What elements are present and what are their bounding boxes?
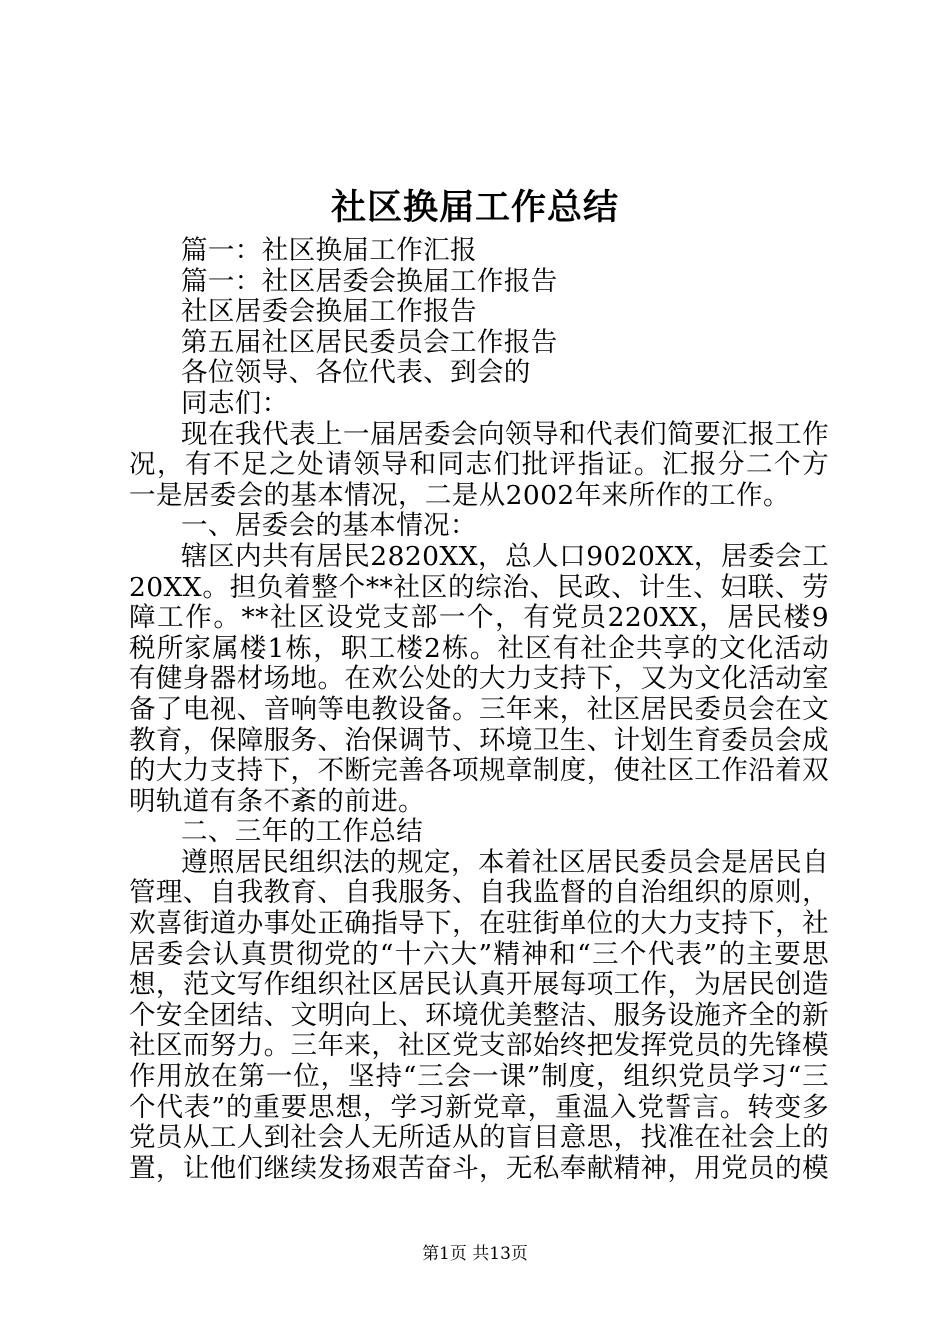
text-line: 现在我代表上一届居委会向领导和代表们简要汇报工作 [181, 419, 829, 450]
document-body [129, 236, 829, 1184]
text-line: 有健身器材场地。在欢公处的大力支持下，又为文化活动室 [129, 664, 829, 695]
text-line: 个代表”的重要思想，学习新党章，重温入党誓言。转变多 [129, 1092, 829, 1123]
text-line: 第五届社区居民委员会工作报告 [181, 326, 558, 358]
text-line: 社区而努力。三年来，社区党支部始终把发挥党员的先锋模 [129, 1031, 829, 1062]
text-line: 二、三年的工作总结 [181, 816, 424, 848]
text-line: 个安全团结、文明向上、环境优美整洁、服务设施齐全的新 [129, 1000, 829, 1031]
text-line: 篇一：社区换届工作汇报 [181, 235, 477, 266]
text-line: 备了电视、音响等电教设备。三年来，社区居民委员会在文 [129, 694, 829, 725]
document-title: 社区换届工作总结 [330, 187, 619, 228]
text-line: 欢喜街道办事处正确指导下，在驻街单位的大力支持下，社 [129, 909, 829, 940]
text-line: 教育，保障服务、治保调节、环境卫生、计划生育委员会成 [129, 725, 829, 756]
text-line: 篇一：社区居委会换届工作报告 [181, 265, 558, 297]
text-line: 作用放在第一位，坚持“三会一课”制度，组织党员学习“三 [129, 1062, 829, 1093]
text-line: 想，范文写作组织社区居民认真开展每项工作，为居民创造 [129, 970, 829, 1001]
text-line: 社区居委会换届工作报告 [181, 296, 477, 328]
text-line: 障工作。**社区设党支部一个，有党员220XX，居民楼9 [129, 603, 829, 634]
text-line: 一、居委会的基本情况： [181, 510, 477, 542]
text-line: 明轨道有条不紊的前进。 [129, 785, 425, 817]
text-line: 的大力支持下，不断完善各项规章制度，使社区工作沿着双 [129, 756, 829, 787]
text-line: 辖区内共有居民2820XX，总人口9020XX，居委会工 [181, 541, 829, 572]
text-line: 税所家属楼1栋，职工楼2栋。社区有社企共享的文化活动 [129, 633, 829, 664]
text-line: 一是居委会的基本情况，二是从2002年来所作的工作。 [129, 479, 790, 511]
page-footer: 第1页 共13页 [422, 1244, 528, 1264]
text-line: 况，有不足之处请领导和同志们批评指证。汇报分二个方 [129, 450, 829, 481]
text-line: 20XX。担负着整个**社区的综治、民政、计生、妇联、劳 [129, 572, 829, 603]
text-line: 管理、自我教育、自我服务、自我监督的自治组织的原则， [129, 878, 829, 909]
text-line: 党员从工人到社会人无所适从的盲目意思，找准在社会上的 [129, 1123, 829, 1154]
text-line: 各位领导、各位代表、到会的 [181, 357, 531, 389]
text-line: 置，让他们继续发扬艰苦奋斗，无私奉献精神，用党员的模 [129, 1153, 829, 1184]
text-line: 居委会认真贯彻党的“十六大”精神和“三个代表”的主要思 [129, 939, 829, 970]
text-line: 遵照居民组织法的规定，本着社区居民委员会是居民自 [181, 847, 829, 878]
text-line: 同志们： [181, 387, 289, 419]
